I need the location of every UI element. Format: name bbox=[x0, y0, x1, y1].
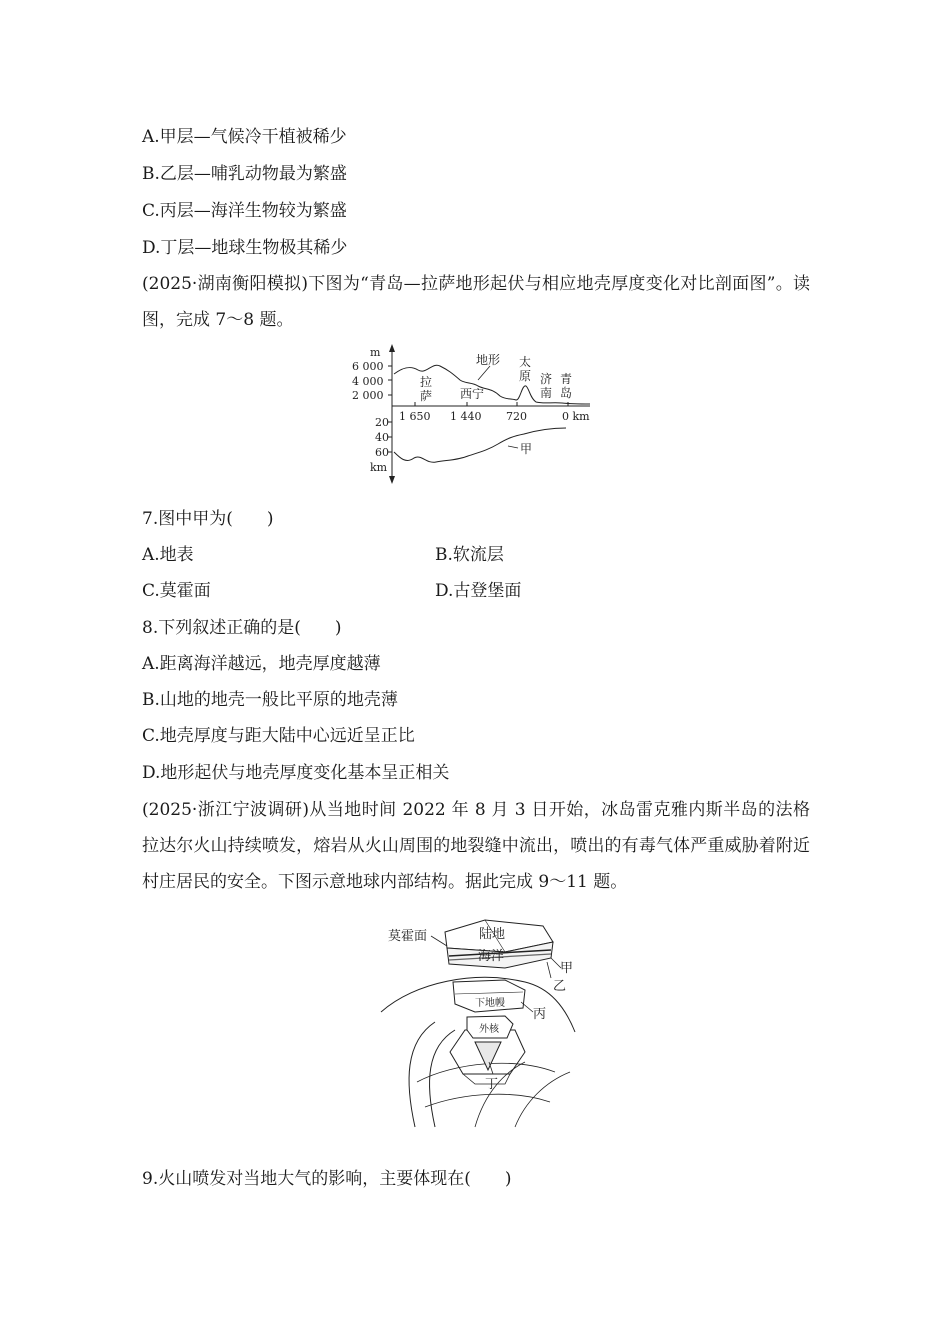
y-tick-40: 40 bbox=[375, 431, 389, 444]
label-moho: 莫霍面 bbox=[388, 929, 428, 944]
unit-km: km bbox=[370, 461, 388, 474]
label-yi: 乙 bbox=[553, 979, 567, 994]
y-tick-6000: 6 000 bbox=[352, 360, 384, 373]
q6-option-d: D.丁层—地球生物极其稀少 bbox=[142, 238, 348, 258]
label-jinan-2: 南 bbox=[540, 386, 553, 400]
label-lasa-1: 拉 bbox=[420, 375, 433, 389]
x-tick-0km: 0 km bbox=[562, 410, 590, 423]
label-land: 陆地 bbox=[479, 927, 506, 942]
q6-option-b: B.乙层—哺乳动物最为繁盛 bbox=[142, 164, 347, 184]
q6-option-a: A.甲层—气候冷干植被稀少 bbox=[142, 127, 347, 147]
label-ocean: 海洋 bbox=[478, 949, 505, 964]
q6-option-c: C.丙层—海洋生物较为繁盛 bbox=[142, 201, 347, 221]
y-tick-20: 20 bbox=[375, 416, 389, 429]
label-taiyuan-1: 太 bbox=[519, 355, 532, 369]
q7-option-a: A.地表 bbox=[142, 545, 194, 565]
q8-option-b: B.山地的地壳一般比平原的地壳薄 bbox=[142, 690, 398, 710]
profile-y-axis-arrow-bottom bbox=[389, 476, 395, 484]
label-ding: 丁 bbox=[485, 1077, 499, 1092]
globe-arc-2 bbox=[409, 1022, 435, 1127]
intro-9-11: (2025·浙江宁波调研)从当地时间 2022 年 8 月 3 日开始，冰岛雷克雅内斯半岛的法格拉达尔火山持续喷发，熔岩从火山周围的地裂缝中流出，喷出的有毒气体严重威胁着附近村庄居民的安全。下图示意地球内部结构。据此完成 9～11 题。 bbox=[142, 800, 810, 892]
q7-option-b: B.软流层 bbox=[435, 545, 504, 565]
label-outer-core: 外核 bbox=[479, 1024, 499, 1035]
inner-core-cone bbox=[475, 1042, 501, 1070]
label-taiyuan-2: 原 bbox=[519, 369, 532, 383]
earth-structure-figure bbox=[375, 912, 590, 1132]
moho-line bbox=[394, 428, 566, 462]
label-qingdao-1: 青 bbox=[560, 372, 573, 386]
q8-option-c: C.地壳厚度与距大陆中心远近呈正比 bbox=[142, 726, 415, 746]
q8-option-d: D.地形起伏与地壳厚度变化基本呈正相关 bbox=[142, 763, 450, 783]
label-dixing: 地形 bbox=[476, 353, 501, 367]
label-xining: 西宁 bbox=[460, 387, 485, 401]
x-tick-720: 720 bbox=[506, 410, 527, 423]
unit-m: m bbox=[370, 346, 381, 359]
label-jinan-1: 济 bbox=[540, 372, 553, 386]
y-tick-2000: 2 000 bbox=[352, 389, 384, 402]
label-jia: 甲 bbox=[560, 961, 574, 976]
label-lower-mantle: 下地幔 bbox=[475, 998, 505, 1009]
q7-stem: 7.图中甲为( ) bbox=[142, 509, 274, 529]
profile-y-axis-arrow-top bbox=[389, 344, 395, 352]
q9-stem: 9.火山喷发对当地大气的影响，主要体现在( ) bbox=[142, 1169, 512, 1189]
q8-stem: 8.下列叙述正确的是( ) bbox=[142, 618, 342, 638]
intro-7-8: (2025·湖南衡阳模拟)下图为“青岛—拉萨地形起伏与相应地壳厚度变化对比剖面图”。读图，完成 7～8 题。 bbox=[142, 274, 810, 330]
profile-figure bbox=[340, 340, 610, 490]
x-tick-1650: 1 650 bbox=[399, 410, 431, 423]
label-bing: 丙 bbox=[533, 1007, 547, 1022]
q7-option-d: D.古登堡面 bbox=[435, 581, 522, 601]
q7-option-c: C.莫霍面 bbox=[142, 581, 211, 601]
y-tick-4000: 4 000 bbox=[352, 375, 384, 388]
label-jia: 甲 bbox=[520, 442, 533, 456]
y-tick-60: 60 bbox=[375, 446, 389, 459]
globe-arc-3 bbox=[430, 1030, 455, 1127]
x-tick-1440: 1 440 bbox=[450, 410, 482, 423]
q8-option-a: A.距离海洋越远，地壳厚度越薄 bbox=[142, 654, 381, 674]
label-qingdao-2: 岛 bbox=[560, 386, 573, 400]
label-lasa-2: 萨 bbox=[420, 389, 433, 403]
